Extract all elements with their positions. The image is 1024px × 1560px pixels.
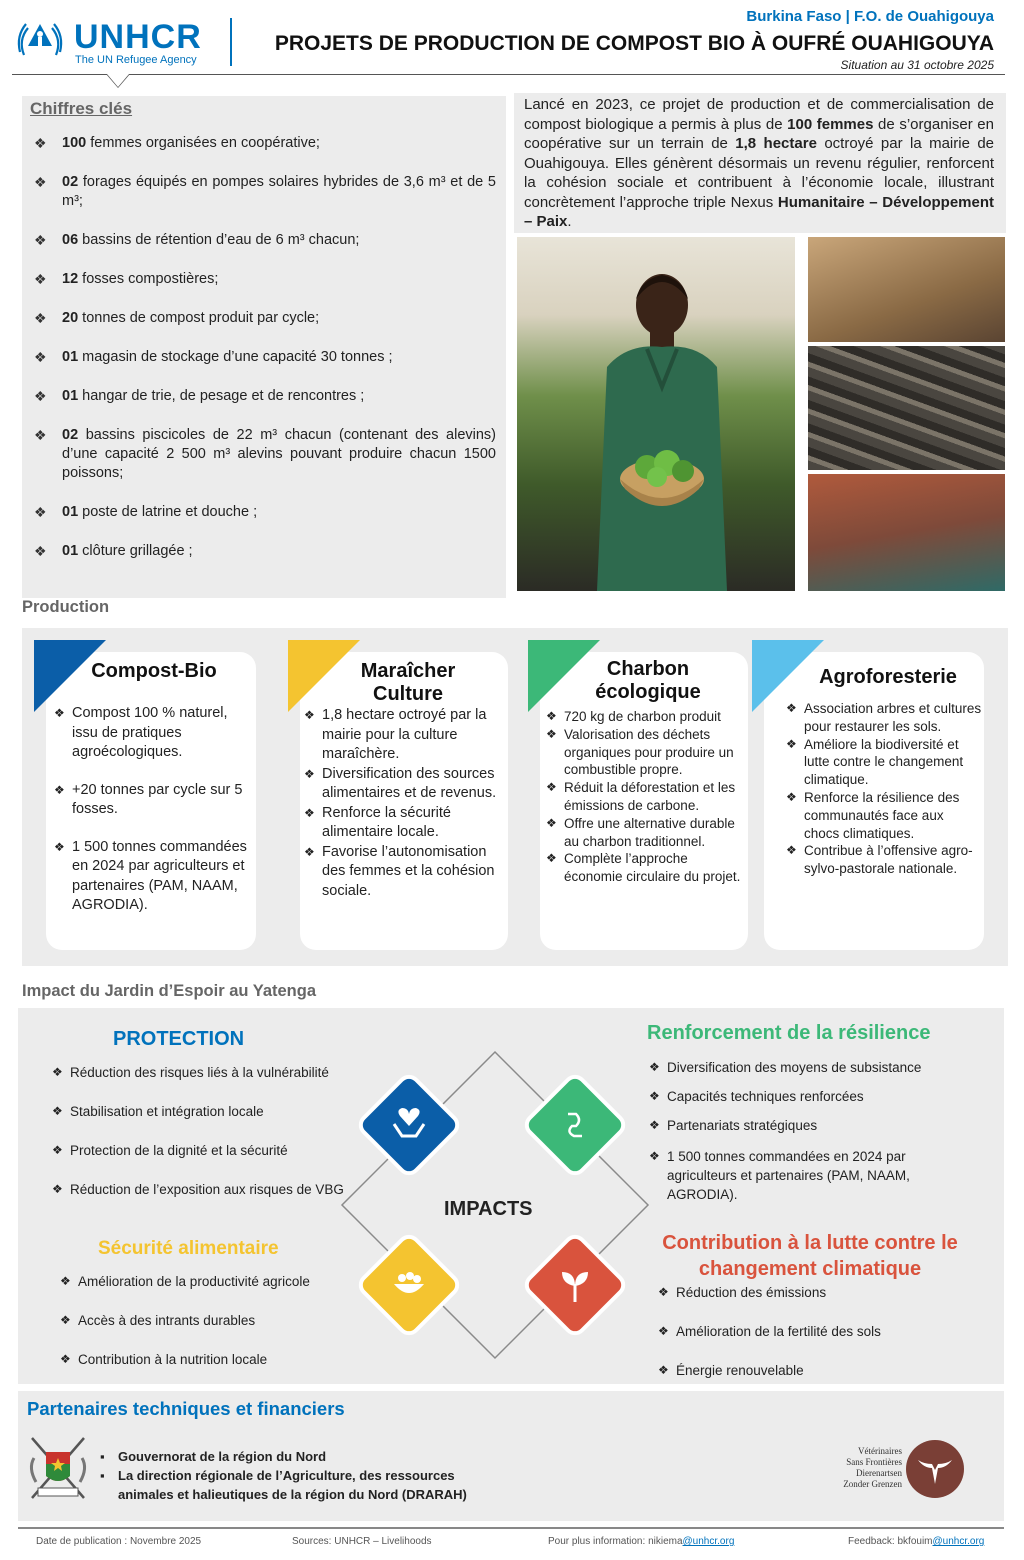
bullet-icon: ❖ <box>34 349 47 365</box>
bullet-icon: ❖ <box>34 135 47 151</box>
card-title: Agroforesterie <box>819 666 957 688</box>
burkina-coat-of-arms-icon <box>24 1428 92 1506</box>
key-figure-item: ❖ 12 fosses compostières; <box>34 271 219 287</box>
list-item: ❖ Protection de la dignité et la sécurité <box>52 1143 288 1158</box>
partners-list <box>100 1447 510 1504</box>
card-title: Charbon écologique <box>595 658 701 703</box>
route-icon <box>523 1073 628 1178</box>
resilience-list <box>649 1058 949 1204</box>
climate-list <box>658 1283 958 1380</box>
card-list <box>786 700 982 878</box>
production-title: Production <box>22 598 110 616</box>
list-item: ❖ Accès à des intrants durables <box>60 1313 256 1328</box>
card-list <box>304 706 506 901</box>
partners-title: Partenaires techniques et financiers <box>27 1398 345 1419</box>
list-item: ❖ Valorisation des déchets organiques pour produire un combustible propre. <box>546 726 734 778</box>
list-item: ❖ Offre une alternative durable au charbon traditionnel. <box>546 815 735 849</box>
food-security-list <box>60 1272 350 1369</box>
cow-head-icon <box>906 1440 964 1498</box>
key-figure-item: ❖ 01 magasin de stockage d’une capacité 30 tonnes ; <box>34 349 393 365</box>
card-list <box>546 708 746 886</box>
list-item: ❖ Compost 100 % naturel, issu de pratiques agroécologiques. <box>54 705 228 760</box>
list-item: ❖ Renforce la résilience des communautés face aux chocs climatiques. <box>786 789 960 841</box>
food-bowl-icon <box>357 1233 462 1338</box>
list-item: ❖ 1 500 tonnes commandées en 2024 par agriculteurs et partenaires (PAM, NAAM, AGRODIA). <box>649 1149 910 1202</box>
header-divider <box>12 74 1005 75</box>
footer-sources: Sources: UNHCR – Livelihoods <box>292 1536 432 1547</box>
org-name: UNHCR <box>74 18 202 56</box>
unhcr-emblem-icon <box>12 14 68 64</box>
key-figure-item: ❖ 06 bassins de rétention d’eau de 6 m³ chacun; <box>34 232 360 248</box>
footer-info: Pour plus information: nikiema@unhcr.org <box>548 1536 735 1547</box>
footer-divider <box>18 1527 1004 1529</box>
list-item: ❖ Capacités techniques renforcées <box>649 1089 864 1104</box>
photo-women-working-soil <box>808 237 1005 342</box>
list-item: ❖ +20 tonnes par cycle sur 5 fosses. <box>54 781 243 817</box>
header <box>0 0 1024 98</box>
list-item: ❖ Réduit la déforestation et les émissions de carbone. <box>546 780 736 813</box>
list-item: ❖ Association arbres et cultures pour restaurer les sols. <box>786 701 982 734</box>
key-figure-item: ❖ 100 femmes organisées en coopérative; <box>34 135 320 151</box>
key-figure-item: ❖ 02 forages équipés en pompes solaires hybrides de 3,6 m³ et de 5 m³; <box>34 174 496 209</box>
bullet-icon: ❖ <box>34 174 47 190</box>
list-item: ❖ Stabilisation et intégration locale <box>52 1104 264 1119</box>
key-figure-item: ❖ 02 bassins piscicoles de 22 m³ chacun (contenant des alevins) d’une capacité 2 500 m³ alevins pouvant produire chacun 1500 poissons; <box>34 427 496 481</box>
page-title: PROJETS DE PRODUCTION DE COMPOST BIO À OUFRÉ OUAHIGOUYA <box>274 32 994 55</box>
key-figure-item: ❖ 20 tonnes de compost produit par cycle; <box>34 310 320 326</box>
list-item: ❖ Réduction des risques liés à la vulnérabilité <box>52 1065 329 1080</box>
photo-fish-pond <box>808 346 1005 470</box>
list-item: ❖ Réduction des émissions <box>658 1285 827 1300</box>
photo-woman-with-vegetables <box>517 237 795 591</box>
key-figures-title: Chiffres clés <box>30 99 133 118</box>
card-maraicher-culture <box>300 652 508 950</box>
list-item: ❖ Diversification des moyens de subsistance <box>649 1060 922 1075</box>
footer-feedback: Feedback: bkfouim@unhcr.org <box>848 1536 985 1547</box>
location-label: Burkina Faso | F.O. de Ouahigouya <box>746 8 994 25</box>
bullet-icon: ❖ <box>34 388 47 404</box>
card-title: Maraîcher Culture <box>360 660 456 705</box>
list-item: ❖ Contribue à l’offensive agro-sylvo-pastorale nationale. <box>786 843 973 877</box>
sprout-icon <box>523 1233 628 1338</box>
feedback-email-link[interactable]: @unhcr.org <box>932 1536 985 1547</box>
list-item: ❖ Réduction de l’exposition aux risques de VBG <box>52 1182 344 1197</box>
woman-figure-icon <box>587 257 737 591</box>
list-item: ❖ Amélioration de la fertilité des sols <box>658 1324 881 1339</box>
list-item: ❖ Améliore la biodiversité et lutte contre le changement climatique. <box>786 736 964 788</box>
bullet-icon: ❖ <box>34 232 47 248</box>
card-list <box>54 704 252 916</box>
photo-women-group <box>808 474 1005 591</box>
list-item: ❖ 1 500 tonnes commandées en 2024 par agriculteurs et partenaires (PAM, NAAM, AGRODIA). <box>54 838 247 913</box>
list-item: ❖ Partenariats stratégiques <box>649 1118 818 1133</box>
org-tagline: The UN Refugee Agency <box>75 54 197 66</box>
food-security-title: Sécurité alimentaire <box>98 1238 279 1259</box>
bullet-icon: ❖ <box>34 427 47 443</box>
list-item: ❖ Complète l’approche économie circulaire du projet. <box>546 851 741 885</box>
situation-date: Situation au 31 octobre 2025 <box>840 58 994 72</box>
footer-publication: Date de publication : Novembre 2025 <box>36 1536 202 1547</box>
list-item: ❖ Favorise l’autonomisation des femmes et la cohésion sociale. <box>304 843 495 899</box>
intro-paragraph: Lancé en 2023, ce projet de production et de commercialisation de compost biologique a permis à plus de 100 femmes de s’organiser en coopérative sur un terrain de 1,8 hectare octroyé par la mairie de Ouahigouya. Elles génèrent désormais un revenu régulier, renforcent la cohésion sociale et contribuent à l’économie locale, illustrant concrètement l’approche triple Nexus Humanitaire – Développement – Paix. <box>514 93 1006 233</box>
info-email-link[interactable]: @unhcr.org <box>682 1536 735 1547</box>
vsf-logo <box>906 1440 964 1498</box>
list-item: ❖ Amélioration de la productivité agricole <box>60 1274 310 1289</box>
protection-title: PROTECTION <box>113 1028 245 1050</box>
bullet-icon: ❖ <box>34 310 47 326</box>
card-agroforesterie <box>764 652 984 950</box>
bullet-icon: ❖ <box>34 504 47 520</box>
list-item: ❖ Énergie renouvelable <box>658 1363 804 1378</box>
list-item: ▪ Gouvernorat de la région du Nord <box>100 1449 327 1464</box>
climate-title: Contribution à la lutte contre le changement climatique <box>662 1232 958 1280</box>
key-figures-panel <box>22 96 506 598</box>
key-figure-item: ❖ 01 poste de latrine et douche ; <box>34 504 258 520</box>
list-item: ▪ La direction régionale de l’Agriculture, des ressources animales et halieutiques de la région du Nord (DRARAH) <box>100 1468 467 1502</box>
card-title: Compost-Bio <box>91 660 217 682</box>
logo-divider <box>230 18 232 66</box>
card-charbon-ecologique <box>540 652 748 950</box>
hands-heart-icon <box>357 1073 462 1178</box>
key-figure-item: ❖ 01 clôture grillagée ; <box>34 543 193 559</box>
list-item: ❖ 720 kg de charbon produit <box>546 709 721 724</box>
impacts-center-label: IMPACTS <box>444 1198 533 1220</box>
card-compost-bio <box>46 652 256 950</box>
list-item: ❖ Contribution à la nutrition locale <box>60 1352 268 1367</box>
list-item: ❖ 1,8 hectare octroyé par la mairie pour la culture maraîchère. <box>304 707 487 762</box>
key-figures-list <box>34 134 496 581</box>
list-item: ❖ Renforce la sécurité alimentaire locale. <box>304 804 451 840</box>
vsf-logo-text: Vétérinaires Sans Frontières Dierenartsen Zonder Grenzen <box>843 1446 902 1489</box>
bullet-icon: ❖ <box>34 543 47 559</box>
protection-list <box>52 1063 352 1199</box>
impact-title: Impact du Jardin d’Espoir au Yatenga <box>22 982 317 1000</box>
unhcr-logo <box>12 14 222 70</box>
bullet-icon: ❖ <box>34 271 47 287</box>
list-item: ❖ Diversification des sources alimentaires et de revenus. <box>304 765 497 801</box>
resilience-title: Renforcement de la résilience <box>647 1022 931 1044</box>
key-figure-item: ❖ 01 hangar de trie, de pesage et de rencontres ; <box>34 388 365 404</box>
